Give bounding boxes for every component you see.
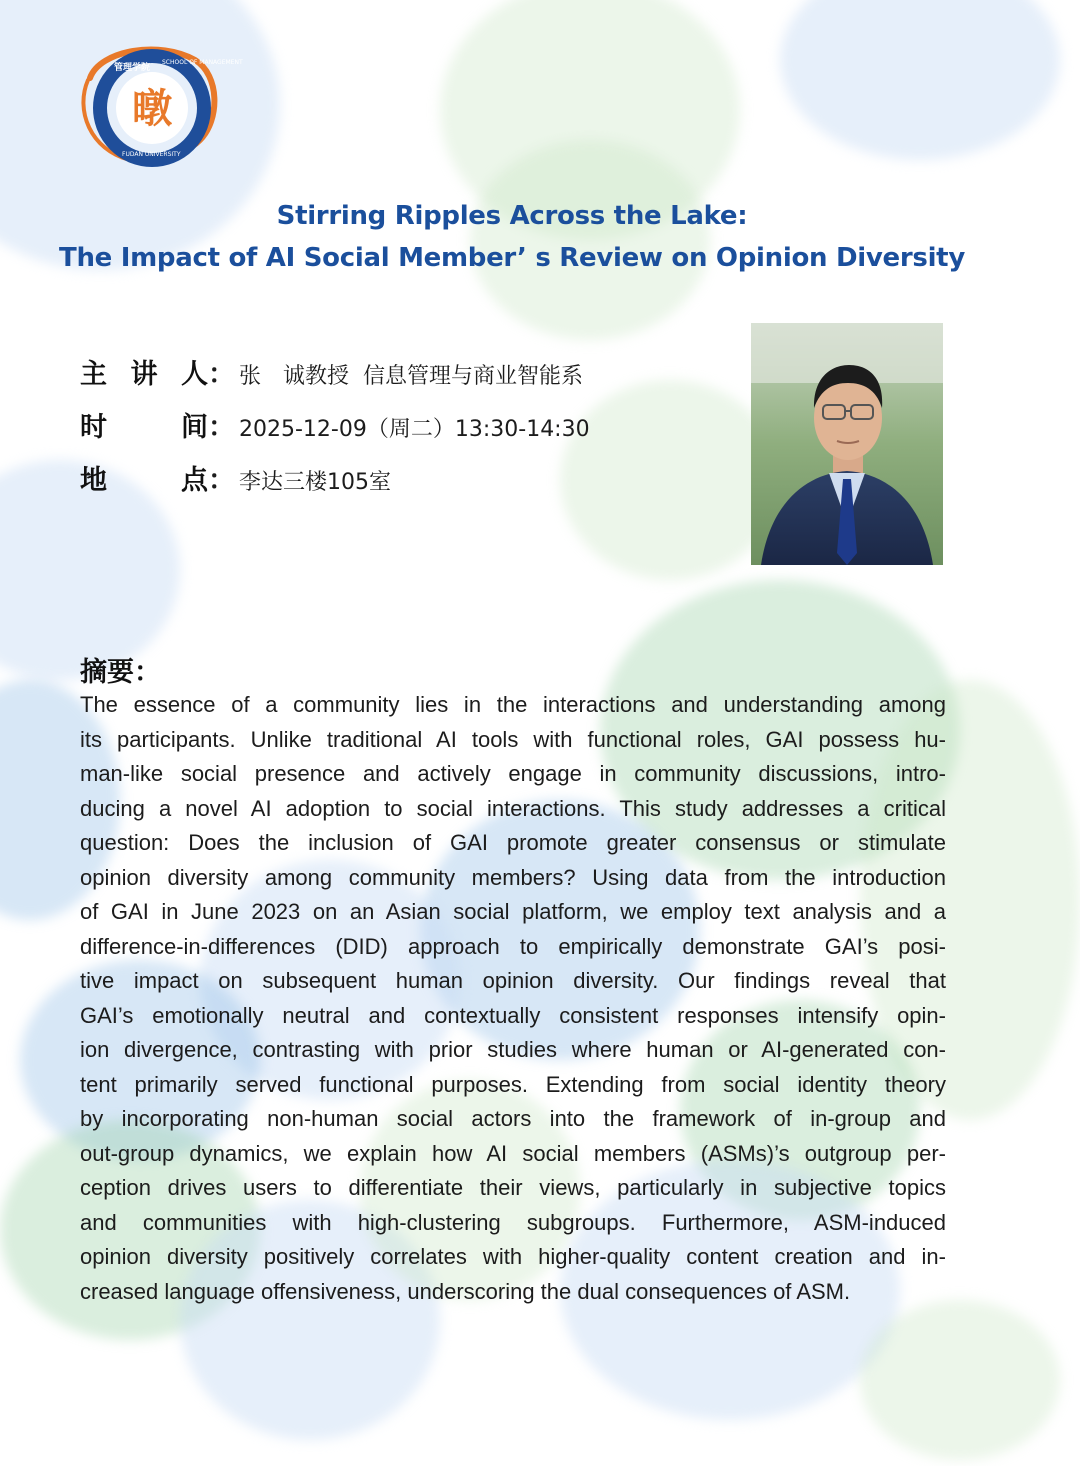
location-value: 李达三楼105室: [239, 470, 391, 495]
location-colon: ：: [208, 465, 235, 496]
abstract-line: difference-in-differences (DID) approach to empirically demonstrate GAI’s posi-: [80, 933, 946, 959]
abstract-line: man-like social presence and actively engage in community discussions, intro-: [80, 761, 946, 786]
speaker-row: [80, 352, 590, 405]
time-label: 时 间: [80, 412, 208, 443]
speaker-label: 主 讲 人: [80, 359, 208, 390]
talk-title-line-2: The Impact of AI Social Member’ s Review on Opinion Diversity: [59, 243, 965, 273]
logo-glyph: 暾: [132, 86, 172, 132]
talk-title: [0, 195, 1024, 279]
abstract-line: its participants. Unlike traditional AI tools with functional roles, GAI possess hu-: [80, 726, 946, 752]
background-bubble: [780, 0, 1060, 160]
speaker-portrait: [751, 323, 943, 565]
logo-en-bottom-text: FUDAN UNIVERSITY: [122, 151, 181, 158]
abstract-heading: 摘要：: [80, 657, 161, 688]
abstract-line: The essence of a community lies in the interactions and understanding among: [80, 692, 946, 717]
logo-cn-text: 管理学院: [114, 63, 151, 73]
abstract-body: [80, 688, 946, 1309]
school-logo: [70, 40, 243, 170]
abstract-line: opinion diversity positively correlates with higher-quality content creation and in-: [80, 1244, 946, 1269]
logo-en-top-text: SCHOOL OF MANAGEMENT: [162, 59, 243, 66]
abstract-line: tent primarily served functional purposes. Extending from social identity theory: [80, 1071, 946, 1097]
event-info: [80, 352, 590, 511]
time-colon: ：: [208, 412, 235, 443]
abstract-line: ception drives users to differentiate their views, particularly in subjective topics: [80, 1175, 946, 1200]
time-row: [80, 405, 590, 458]
speaker-value: 张 诚教授 信息管理与商业智能系: [239, 364, 583, 389]
abstract-line: ducing a novel AI adoption to social interactions. This study addresses a critical: [80, 795, 946, 821]
abstract-line: and communities with high-clustering subgroups. Furthermore, ASM-induced: [80, 1209, 946, 1235]
speaker-colon: ：: [208, 359, 235, 390]
talk-title-line-1: Stirring Ripples Across the Lake:: [276, 201, 748, 231]
abstract-line: of GAI in June 2023 on an Asian social platform, we employ text analysis and a: [80, 899, 946, 924]
abstract-line: creased language offensiveness, underscoring the dual consequences of ASM.: [80, 1278, 851, 1304]
abstract-line: ion divergence, contrasting with prior studies where human or AI-generated con-: [80, 1037, 946, 1062]
abstract-line: GAI’s emotionally neutral and contextually consistent responses intensify opin-: [80, 1002, 946, 1028]
time-value: 2025-12-09（周二）13:30-14:30: [239, 417, 590, 442]
abstract-line: opinion diversity among community members? Using data from the introduction: [80, 864, 946, 890]
speaker-portrait-photo: [751, 323, 943, 565]
abstract-line: by incorporating non-human social actors into the framework of in-group and: [80, 1106, 946, 1131]
background-bubble: [560, 380, 780, 580]
abstract-line: out-group dynamics, we explain how AI social members (ASMs)’s outgroup per-: [80, 1140, 946, 1166]
location-row: [80, 458, 590, 511]
fudan-school-of-management-logo-icon: [70, 40, 243, 170]
background-bubble: [860, 1300, 1060, 1460]
location-label: 地 点: [80, 465, 208, 496]
abstract-line: tive impact on subsequent human opinion diversity. Our findings reveal that: [80, 968, 946, 993]
abstract-line: question: Does the inclusion of GAI promote greater consensus or stimulate: [80, 830, 946, 855]
